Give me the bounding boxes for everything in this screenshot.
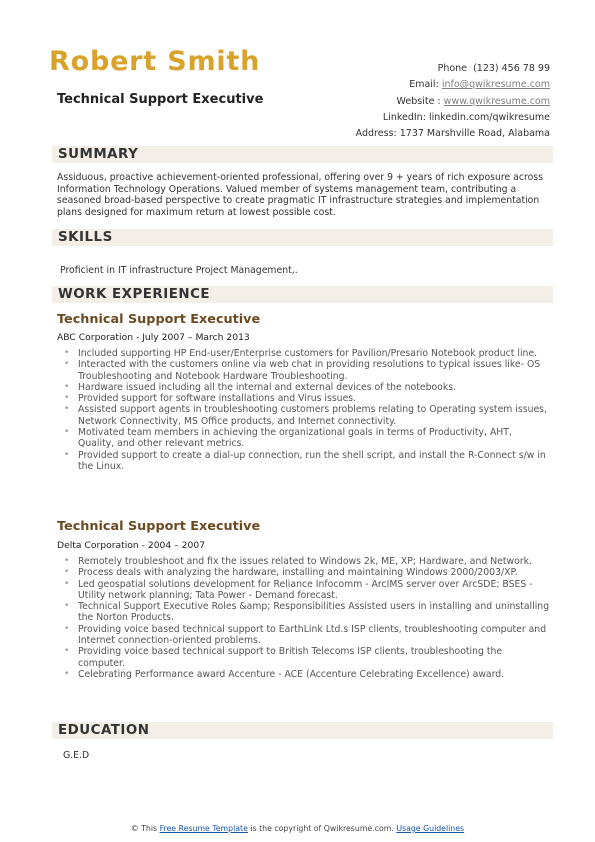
job-1-meta: ABC Corporation - July 2007 – March 2013 bbox=[57, 332, 250, 343]
list-item: • Assisted support agents in troubleshooting customers problems relating to Operating system issues, Network Connectivity, MS Office products, and Internet connectivity. bbox=[64, 404, 551, 427]
work-section-header bbox=[52, 286, 553, 303]
education-heading: EDUCATION bbox=[58, 723, 150, 738]
education-section-header bbox=[52, 722, 553, 739]
education-text: G.E.D bbox=[63, 750, 90, 761]
list-item: • Hardware issued including all the internal and external devices of the notebooks. bbox=[64, 382, 551, 393]
list-item: • Provided support for software installations and Virus issues. bbox=[64, 393, 551, 404]
contact-email bbox=[250, 77, 550, 93]
phone-label: Phone bbox=[437, 63, 468, 74]
contact-website bbox=[250, 94, 550, 110]
job-1-title: Technical Support Executive bbox=[57, 312, 261, 327]
job-2-meta: Delta Corporation - 2004 – 2007 bbox=[57, 540, 206, 551]
skills-text: Proficient in IT infrastructure Project Management,. bbox=[60, 265, 298, 276]
website-link[interactable]: www.qwikresume.com bbox=[443, 95, 550, 107]
summary-section-header bbox=[52, 146, 553, 163]
list-item: • Included supporting HP End-user/Enterprise customers for Pavilion/Presario Notebook product line. bbox=[64, 348, 551, 359]
email-label: Email: bbox=[409, 79, 439, 91]
phone-value: (123) 456 78 99 bbox=[473, 63, 550, 74]
linkedin-label: LinkedIn: bbox=[382, 111, 426, 123]
email-link[interactable]: info@qwikresume.com bbox=[441, 79, 550, 91]
list-item: • Celebrating Performance award Accenture - ACE (Accenture Celebrating Excellence) award. bbox=[64, 669, 551, 680]
address-label: Address: bbox=[355, 128, 397, 140]
website-label: Website : bbox=[396, 95, 441, 107]
contact-phone bbox=[250, 61, 550, 77]
address-value: 1737 Marshville Road, Alabama bbox=[399, 128, 550, 140]
linkedin-value: linkedin.com/qwikresume bbox=[428, 111, 550, 123]
list-item: • Providing voice based technical support to British Telecoms ISP clients, troubleshooting the computer. bbox=[64, 646, 551, 669]
job-1-bullets bbox=[64, 348, 551, 472]
contact-linkedin bbox=[250, 110, 550, 126]
footer-copyright: is the copyright of Qwikresume.com. bbox=[250, 824, 394, 833]
list-item: • Led geospatial solutions development for Reliance Infocomm - ArcIMS server over ArcSDE; BSES - Utility network planning; Tata Power - Demand forecast. bbox=[64, 579, 551, 602]
list-item: • Process deals with analyzing the hardware, installing and maintaining Windows 2000/2003/XP. bbox=[64, 567, 551, 578]
list-item: • Providing voice based technical support to EarthLink Ltd.s ISP clients, troubleshooting computer and Internet connection-oriented problems. bbox=[64, 624, 551, 647]
list-item: • Remotely troubleshoot and fix the issues related to Windows 2k, ME, XP; Hardware, and Network. bbox=[64, 556, 551, 567]
candidate-title: Technical Support Executive bbox=[57, 92, 264, 107]
list-item: • Provided support to create a dial-up connection, run the shell script, and install the R-Connect s/w in the Linux. bbox=[64, 450, 551, 473]
list-item: • Interacted with the customers online via web chat in providing resolutions to typical issues like- OS Troubleshooting and Notebook Hardware Troubleshooting. bbox=[64, 359, 551, 382]
contact-block bbox=[250, 61, 550, 142]
footer-prefix: © This bbox=[130, 824, 158, 833]
summary-heading: SUMMARY bbox=[58, 147, 139, 162]
job-2-bullets bbox=[64, 556, 551, 680]
work-heading: WORK EXPERIENCE bbox=[58, 287, 211, 302]
skills-heading: SKILLS bbox=[58, 230, 113, 245]
candidate-name: Robert Smith bbox=[49, 46, 261, 77]
usage-guidelines-link[interactable]: Usage Guidelines bbox=[396, 824, 465, 833]
job-2-title: Technical Support Executive bbox=[57, 519, 261, 534]
free-resume-template-link[interactable]: Free Resume Template bbox=[159, 824, 248, 833]
list-item: • Motivated team members in achieving the organizational goals in terms of Productivity, AHT, Quality, and other relevant metrics. bbox=[64, 427, 551, 450]
footer bbox=[0, 824, 595, 833]
list-item: • Technical Support Executive Roles &amp; Responsibilities Assisted users in installing and uninstalling the Norton Products. bbox=[64, 601, 551, 624]
summary-text: Assiduous, proactive achievement-oriented professional, offering over 9 + years of rich exposure across Information Technology Operations. Valued member of systems management team, contributing a seasoned broad-based perspective to create pragmatic IT infrastructure strategies and implementation plans designed for maximum return at lowest possible cost. bbox=[57, 172, 543, 218]
contact-address bbox=[250, 126, 550, 142]
skills-section-header bbox=[52, 229, 553, 246]
